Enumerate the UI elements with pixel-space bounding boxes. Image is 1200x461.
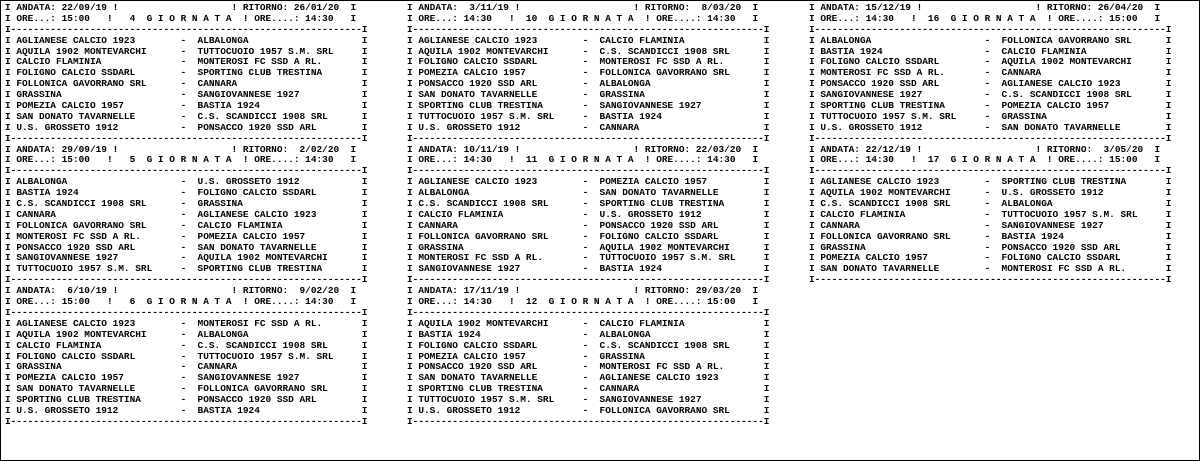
separator-line: I--------------------------------------------------------------I bbox=[407, 23, 770, 35]
match-line: I BASTIA 1924 - FOLIGNO CALCIO SSDARL I bbox=[5, 187, 368, 199]
separator-line: I--------------------------------------------------------------I bbox=[407, 415, 770, 427]
times-line: I ORE...: 14:30 ! 11 G I O R N A T A ! ORE....: 14:30 I bbox=[407, 154, 759, 166]
match-line: I ALBALONGA - FOLLONICA GAVORRANO SRL I bbox=[809, 34, 1172, 46]
matchday-block bbox=[5, 3, 367, 145]
dates-line: I ANDATA: 29/09/19 ! ! RITORNO: 2/02/20 I bbox=[5, 143, 357, 155]
match-line: I SAN DONATO TAVARNELLE - C.S. SCANDICCI 1908 SRL I bbox=[5, 110, 368, 122]
match-line: I CANNARA - AGLIANESE CALCIO 1923 I bbox=[5, 208, 368, 220]
dates-line: I ANDATA: 17/11/19 ! ! RITORNO: 29/03/20 I bbox=[407, 285, 759, 297]
matchday-block bbox=[407, 3, 769, 145]
separator-line: I--------------------------------------------------------------I bbox=[407, 306, 770, 318]
match-line: I POMEZIA CALCIO 1957 - FOLIGNO CALCIO SSDARL I bbox=[809, 252, 1172, 264]
match-line: I TUTTOCUOIO 1957 S.M. SRL - SANGIOVANNESE 1927 I bbox=[407, 394, 770, 406]
match-line: I POMEZIA CALCIO 1957 - GRASSINA I bbox=[407, 350, 770, 362]
match-line: I PONSACCO 1920 SSD ARL - SAN DONATO TAVARNELLE I bbox=[5, 241, 368, 253]
match-line: I SAN DONATO TAVARNELLE - AGLIANESE CALCIO 1923 I bbox=[407, 372, 770, 384]
match-line: I SPORTING CLUB TRESTINA - CANNARA I bbox=[407, 383, 770, 395]
match-line: I U.S. GROSSETO 1912 - SAN DONATO TAVARNELLE I bbox=[809, 121, 1172, 133]
match-line: I TUTTOCUOIO 1957 S.M. SRL - SPORTING CLUB TRESTINA I bbox=[5, 263, 368, 275]
separator-line: I--------------------------------------------------------------I bbox=[407, 132, 770, 144]
match-line: I AGLIANESE CALCIO 1923 - ALBALONGA I bbox=[5, 34, 368, 46]
match-line: I CALCIO FLAMINIA - MONTEROSI FC SSD A RL. I bbox=[5, 56, 368, 68]
matchday-block bbox=[5, 286, 367, 428]
match-line: I AQUILA 1902 MONTEVARCHI - CALCIO FLAMINIA I bbox=[407, 317, 770, 329]
match-line: I GRASSINA - CANNARA I bbox=[5, 361, 368, 373]
match-line: I SPORTING CLUB TRESTINA - SANGIOVANNESE 1927 I bbox=[407, 100, 770, 112]
match-line: I C.S. SCANDICCI 1908 SRL - GRASSINA I bbox=[5, 198, 368, 210]
match-line: I BASTIA 1924 - ALBALONGA I bbox=[407, 328, 770, 340]
match-line: I POMEZIA CALCIO 1957 - FOLLONICA GAVORRANO SRL I bbox=[407, 67, 770, 79]
match-line: I PONSACCO 1920 SSD ARL - ALBALONGA I bbox=[407, 78, 770, 90]
times-line: I ORE...: 14:30 ! 16 G I O R N A T A ! ORE....: 15:00 I bbox=[809, 12, 1161, 24]
match-line: I SANGIOVANNESE 1927 - BASTIA 1924 I bbox=[407, 263, 770, 275]
separator-line: I--------------------------------------------------------------I bbox=[809, 274, 1172, 286]
separator-line: I--------------------------------------------------------------I bbox=[809, 132, 1172, 144]
match-line: I SANGIOVANNESE 1927 - AQUILA 1902 MONTEVARCHI I bbox=[5, 252, 368, 264]
match-line: I AQUILA 1902 MONTEVARCHI - ALBALONGA I bbox=[5, 328, 368, 340]
match-line: I FOLIGNO CALCIO SSDARL - TUTTOCUOIO 1957 S.M. SRL I bbox=[5, 350, 368, 362]
match-line: I MONTEROSI FC SSD A RL. - TUTTOCUOIO 1957 S.M. SRL I bbox=[407, 252, 770, 264]
separator-line: I--------------------------------------------------------------I bbox=[809, 165, 1172, 177]
times-line: I ORE...: 14:30 ! 10 G I O R N A T A ! ORE....: 14:30 I bbox=[407, 12, 759, 24]
match-line: I CALCIO FLAMINIA - U.S. GROSSETO 1912 I bbox=[407, 208, 770, 220]
match-line: I FOLIGNO CALCIO SSDARL - MONTEROSI FC SSD A RL. I bbox=[407, 56, 770, 68]
match-line: I FOLLONICA GAVORRANO SRL - BASTIA 1924 I bbox=[809, 230, 1172, 242]
matchday-block bbox=[809, 3, 1171, 145]
dates-line: I ANDATA: 22/09/19 ! ! RITORNO: 26/01/20 I bbox=[5, 2, 357, 13]
match-line: I POMEZIA CALCIO 1957 - SANGIOVANNESE 1927 I bbox=[5, 372, 368, 384]
separator-line: I--------------------------------------------------------------I bbox=[407, 274, 770, 286]
match-line: I SAN DONATO TAVARNELLE - GRASSINA I bbox=[407, 89, 770, 101]
match-line: I PONSACCO 1920 SSD ARL - MONTEROSI FC SSD A RL. I bbox=[407, 361, 770, 373]
matchday-block bbox=[809, 145, 1171, 287]
match-line: I ALBALONGA - SAN DONATO TAVARNELLE I bbox=[407, 187, 770, 199]
match-line: I MONTEROSI FC SSD A RL. - CANNARA I bbox=[809, 67, 1172, 79]
match-line: I TUTTOCUOIO 1957 S.M. SRL - BASTIA 1924 I bbox=[407, 110, 770, 122]
schedule-column-3 bbox=[809, 3, 1171, 286]
match-line: I SPORTING CLUB TRESTINA - POMEZIA CALCIO 1957 I bbox=[809, 100, 1172, 112]
match-line: I AQUILA 1902 MONTEVARCHI - C.S. SCANDICCI 1908 SRL I bbox=[407, 45, 770, 57]
match-line: I GRASSINA - AQUILA 1902 MONTEVARCHI I bbox=[407, 241, 770, 253]
match-line: I U.S. GROSSETO 1912 - PONSACCO 1920 SSD ARL I bbox=[5, 121, 368, 133]
match-line: I CALCIO FLAMINIA - C.S. SCANDICCI 1908 SRL I bbox=[5, 339, 368, 351]
match-line: I CALCIO FLAMINIA - TUTTOCUOIO 1957 S.M. SRL I bbox=[809, 208, 1172, 220]
separator-line: I--------------------------------------------------------------I bbox=[407, 165, 770, 177]
match-line: I FOLIGNO CALCIO SSDARL - AQUILA 1902 MONTEVARCHI I bbox=[809, 56, 1172, 68]
dates-line: I ANDATA: 10/11/19 ! ! RITORNO: 22/03/20 I bbox=[407, 143, 759, 155]
match-line: I GRASSINA - SANGIOVANNESE 1927 I bbox=[5, 89, 368, 101]
dates-line: I ANDATA: 22/12/19 ! ! RITORNO: 3/05/20 I bbox=[809, 143, 1161, 155]
dates-line: I ANDATA: 3/11/19 ! ! RITORNO: 8/03/20 I bbox=[407, 2, 759, 13]
times-line: I ORE...: 14:30 ! 17 G I O R N A T A ! ORE....: 15:00 I bbox=[809, 154, 1161, 166]
match-line: I SAN DONATO TAVARNELLE - FOLLONICA GAVORRANO SRL I bbox=[5, 383, 368, 395]
match-line: I C.S. SCANDICCI 1908 SRL - ALBALONGA I bbox=[809, 198, 1172, 210]
separator-line: I--------------------------------------------------------------I bbox=[809, 23, 1172, 35]
match-line: I CANNARA - PONSACCO 1920 SSD ARL I bbox=[407, 219, 770, 231]
match-line: I AGLIANESE CALCIO 1923 - SPORTING CLUB TRESTINA I bbox=[809, 176, 1172, 188]
separator-line: I--------------------------------------------------------------I bbox=[5, 23, 368, 35]
matchday-block bbox=[407, 286, 769, 428]
matchday-block bbox=[5, 145, 367, 287]
match-line: I SANGIOVANNESE 1927 - C.S. SCANDICCI 1908 SRL I bbox=[809, 89, 1172, 101]
match-line: I GRASSINA - PONSACCO 1920 SSD ARL I bbox=[809, 241, 1172, 253]
match-line: I ALBALONGA - U.S. GROSSETO 1912 I bbox=[5, 176, 368, 188]
match-line: I FOLLONICA GAVORRANO SRL - CANNARA I bbox=[5, 78, 368, 90]
match-line: I TUTTOCUOIO 1957 S.M. SRL - GRASSINA I bbox=[809, 110, 1172, 122]
match-line: I AQUILA 1902 MONTEVARCHI - U.S. GROSSETO 1912 I bbox=[809, 187, 1172, 199]
match-line: I SPORTING CLUB TRESTINA - PONSACCO 1920 SSD ARL I bbox=[5, 394, 368, 406]
match-line: I AGLIANESE CALCIO 1923 - MONTEROSI FC SSD A RL. I bbox=[5, 317, 368, 329]
separator-line: I--------------------------------------------------------------I bbox=[5, 415, 368, 427]
matchday-block bbox=[407, 145, 769, 287]
times-line: I ORE...: 15:00 ! 4 G I O R N A T A ! ORE....: 14:30 I bbox=[5, 12, 357, 24]
match-line: I AGLIANESE CALCIO 1923 - CALCIO FLAMINIA I bbox=[407, 34, 770, 46]
match-line: I AGLIANESE CALCIO 1923 - POMEZIA CALCIO 1957 I bbox=[407, 176, 770, 188]
match-line: I POMEZIA CALCIO 1957 - BASTIA 1924 I bbox=[5, 100, 368, 112]
match-line: I U.S. GROSSETO 1912 - BASTIA 1924 I bbox=[5, 404, 368, 416]
match-line: I C.S. SCANDICCI 1908 SRL - SPORTING CLUB TRESTINA I bbox=[407, 198, 770, 210]
match-line: I FOLIGNO CALCIO SSDARL - SPORTING CLUB TRESTINA I bbox=[5, 67, 368, 79]
match-line: I SAN DONATO TAVARNELLE - MONTEROSI FC SSD A RL. I bbox=[809, 263, 1172, 275]
separator-line: I--------------------------------------------------------------I bbox=[5, 306, 368, 318]
schedule-column-1 bbox=[5, 3, 367, 428]
separator-line: I--------------------------------------------------------------I bbox=[5, 165, 368, 177]
dates-line: I ANDATA: 6/10/19 ! ! RITORNO: 9/02/20 I bbox=[5, 285, 357, 297]
times-line: I ORE...: 15:00 ! 6 G I O R N A T A ! ORE....: 14:30 I bbox=[5, 296, 357, 308]
match-line: I AQUILA 1902 MONTEVARCHI - TUTTOCUOIO 1957 S.M. SRL I bbox=[5, 45, 368, 57]
separator-line: I--------------------------------------------------------------I bbox=[5, 274, 368, 286]
match-line: I FOLLONICA GAVORRANO SRL - FOLIGNO CALCIO SSDARL I bbox=[407, 230, 770, 242]
times-line: I ORE...: 14:30 ! 12 G I O R N A T A ! ORE....: 15:00 I bbox=[407, 296, 759, 308]
match-line: I PONSACCO 1920 SSD ARL - AGLIANESE CALCIO 1923 I bbox=[809, 78, 1172, 90]
separator-line: I--------------------------------------------------------------I bbox=[5, 132, 368, 144]
times-line: I ORE...: 15:00 ! 5 G I O R N A T A ! ORE....: 14:30 I bbox=[5, 154, 357, 166]
match-line: I U.S. GROSSETO 1912 - FOLLONICA GAVORRANO SRL I bbox=[407, 404, 770, 416]
match-line: I MONTEROSI FC SSD A RL. - POMEZIA CALCIO 1957 I bbox=[5, 230, 368, 242]
match-line: I U.S. GROSSETO 1912 - CANNARA I bbox=[407, 121, 770, 133]
match-line: I FOLLONICA GAVORRANO SRL - CALCIO FLAMINIA I bbox=[5, 219, 368, 231]
match-line: I BASTIA 1924 - CALCIO FLAMINIA I bbox=[809, 45, 1172, 57]
match-line: I FOLIGNO CALCIO SSDARL - C.S. SCANDICCI 1908 SRL I bbox=[407, 339, 770, 351]
match-line: I CANNARA - SANGIOVANNESE 1927 I bbox=[809, 219, 1172, 231]
schedule-column-2 bbox=[407, 3, 769, 428]
dates-line: I ANDATA: 15/12/19 ! ! RITORNO: 26/04/20 I bbox=[809, 2, 1161, 13]
